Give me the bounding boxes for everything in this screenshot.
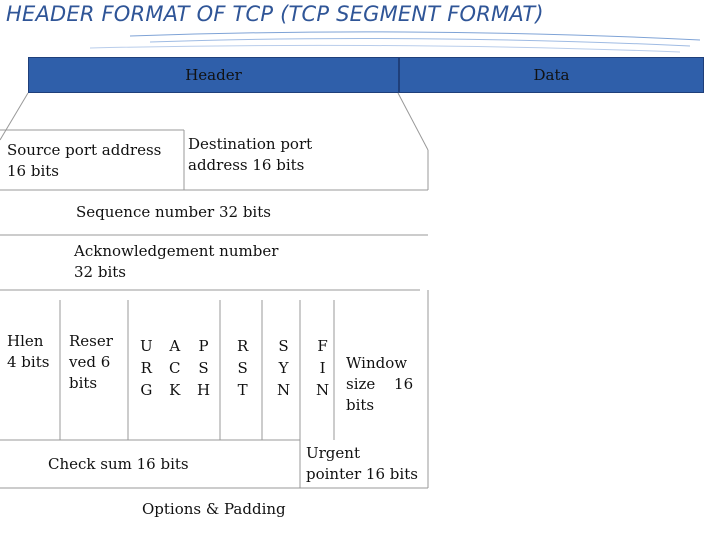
window-label: Window [346,354,408,372]
urgent-pointer-field [306,443,418,485]
sequence-number-field [76,202,271,223]
flag-fin-letter: F [317,337,328,355]
source-port-size: 16 bits [7,162,59,180]
reserved-line-2: ved 6 [69,353,111,371]
flag-ack [169,335,180,401]
options-padding-field [142,499,286,520]
acknowledgement-number-size: 32 bits [74,263,126,281]
flag-rst-letter: S [237,359,248,377]
urgent-pointer-size: pointer 16 bits [306,465,418,483]
flag-urg-letter: U [140,337,153,355]
checksum-label: Check sum 16 bits [48,455,189,473]
acknowledgement-number-label: Acknowledgement number [74,242,279,260]
hlen-label: Hlen [7,332,44,350]
window-field [346,353,413,416]
data-segment: Data [399,57,704,93]
flag-urg [140,335,153,401]
reserved-line-1: Reser [69,332,113,350]
window-bits: bits [346,396,375,414]
flag-psh-letter: H [197,381,211,399]
flag-fin-letter: N [316,381,330,399]
acknowledgement-number-field [74,241,278,283]
slide-title: HEADER FORMAT OF TCP (TCP SEGMENT FORMAT) [6,2,544,26]
flag-syn-letter: Y [278,359,289,377]
destination-port-size: address 16 bits [188,156,305,174]
flag-ack-letter: C [169,359,181,377]
flag-syn-letter: N [277,381,291,399]
header-segment: Header [28,57,399,93]
destination-port-field [188,134,312,176]
flag-urg-letter: G [140,381,153,399]
flag-psh-letter: P [198,337,209,355]
checksum-field [48,454,189,475]
reserved-line-3: bits [69,374,98,392]
reserved-field [69,331,113,394]
flag-psh-letter: S [198,359,209,377]
flag-psh [197,335,210,401]
hlen-field [7,331,49,373]
flag-ack-letter: K [169,381,181,399]
flag-fin [316,335,329,401]
source-port-label: Source port address [7,141,162,159]
flag-rst-letter: R [237,337,249,355]
window-size: size 16 [346,375,414,393]
flag-syn-letter: S [278,337,289,355]
hlen-size: 4 bits [7,353,50,371]
options-padding-label: Options & Padding [142,500,286,518]
flag-ack-letter: A [169,337,181,355]
urgent-pointer-label: Urgent [306,444,360,462]
flag-urg-letter: R [140,359,152,377]
flag-syn [277,335,290,401]
sequence-number-label: Sequence number 32 bits [76,203,271,221]
flag-fin-letter: I [319,359,326,377]
source-port-field [7,140,161,182]
flag-rst [237,335,248,401]
flag-rst-letter: T [237,381,248,399]
destination-port-label: Destination port [188,135,313,153]
